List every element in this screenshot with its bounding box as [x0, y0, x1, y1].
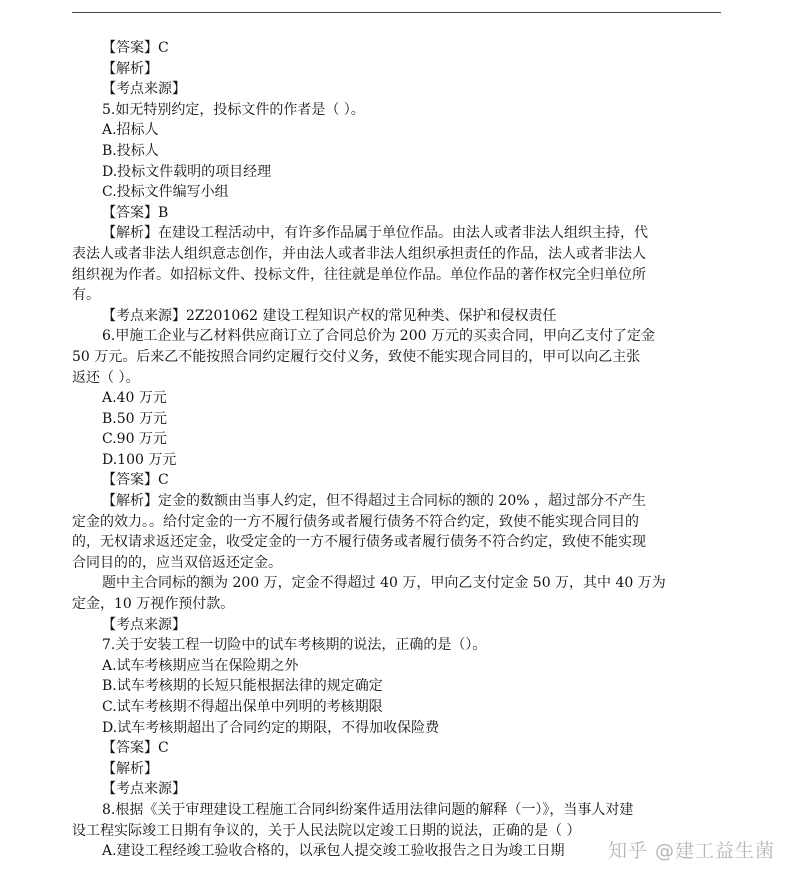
text-line: 【解析】定金的数额由当事人约定，但不得超过主合同标的额的 20% ，超过部分不产生 — [102, 493, 647, 510]
text-line: 定金，10 万视作预付款。 — [72, 596, 235, 613]
text-line: 有。 — [72, 287, 100, 304]
text-line: B.投标人 — [102, 142, 159, 159]
text-line: 【考点来源】2Z201062 建设工程知识产权的常见种类、保护和侵权责任 — [102, 307, 557, 324]
text-line: B.50 万元 — [102, 410, 168, 427]
document-body — [72, 38, 721, 862]
text-line: 表法人或者非法人组织意志创作，并由法人或者非法人组织承担责任的作品，法人或者非法人 — [72, 245, 646, 262]
text-line: 设工程实际竣工日期有争议的，关于人民法院以定竣工日期的说法，正确的是（ ） — [72, 822, 581, 839]
text-line: 题中主合同标的额为 200 万，定金不得超过 40 万，甲向乙支付定金 50 万，其中 40 万为 — [102, 575, 666, 592]
text-line: 【解析】 — [102, 60, 158, 77]
text-line: 【答案】C — [102, 472, 169, 489]
text-line: C.试车考核期不得超出保单中列明的考核期限 — [102, 699, 383, 715]
text-line: 的，无权请求返还定金，收受定金的一方不履行债务或者履行债务不符合约定，致使不能实现 — [72, 534, 646, 551]
text-line: 【考点来源】 — [102, 781, 186, 798]
top-rule — [72, 12, 721, 13]
text-line: 定金的效力。。给付定金的一方不履行债务或者履行债务不符合约定，致使不能实现合同目的 — [72, 513, 639, 530]
text-line: 5.如无特别约定，投标文件的作者是（ ）。 — [102, 101, 365, 118]
text-line: 【解析】在建设工程活动中，有许多作品属于单位作品。由法人或者非法人组织主持，代 — [102, 225, 648, 242]
text-line: 8.根据《关于审理建设工程施工合同纠纷案件适用法律问题的解释（一）》，当事人对建 — [102, 801, 634, 818]
text-line: D.投标文件载明的项目经理 — [102, 163, 272, 180]
text-line: 【考点来源】 — [102, 616, 186, 633]
text-line: 组织视为作者。如招标文件、投标文件，往往就是单位作品。单位作品的著作权完全归单位所 — [72, 266, 646, 283]
text-line: 7.关于安装工程一切险中的试车考核期的说法，正确的是（）。 — [102, 637, 487, 654]
text-line: A.40 万元 — [102, 390, 167, 407]
text-line: 【解析】 — [102, 760, 158, 777]
text-line: 返还（ ）。 — [72, 369, 140, 386]
text-line: 【答案】B — [102, 204, 169, 221]
text-line: A.建设工程经竣工验收合格的，以承包人提交竣工验收报告之日为竣工日期 — [102, 843, 565, 860]
text-line: 【答案】C — [102, 40, 169, 56]
text-line: B.试车考核期的长短只能根据法律的规定确定 — [102, 678, 383, 695]
text-line: A.试车考核期应当在保险期之外 — [102, 657, 299, 674]
text-line: C.90 万元 — [102, 431, 167, 448]
text-line: 【考点来源】 — [102, 81, 186, 98]
text-line: D.试车考核期超出了合同约定的期限，不得加收保险费 — [102, 719, 440, 736]
text-line: C.投标文件编写小组 — [102, 184, 229, 201]
text-line: 50 万元。后来乙不能按照合同约定履行交付义务，致使不能实现合同目的，甲可以向乙主张 — [72, 348, 641, 365]
text-line: A.招标人 — [102, 122, 159, 139]
text-line: 【答案】C — [102, 740, 169, 757]
text-line: 6.甲施工企业与乙材料供应商订立了合同总价为 200 万元的买卖合同，甲向乙支付了定金 — [102, 328, 655, 345]
text-line: 合同目的的，应当双倍返还定金。 — [72, 554, 282, 571]
text-line: D.100 万元 — [102, 451, 177, 468]
watermark: 知乎 @建工益生菌 — [607, 840, 775, 862]
